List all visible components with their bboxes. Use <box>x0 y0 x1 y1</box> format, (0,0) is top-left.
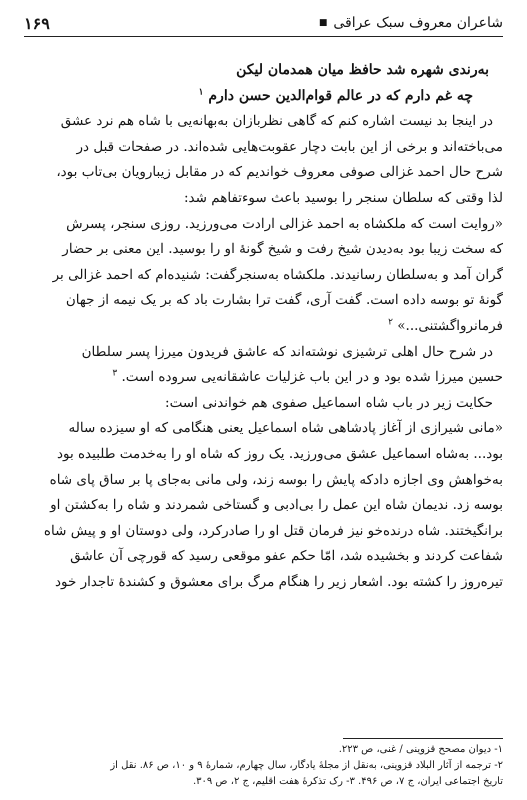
verse-line-2: چه غم دارم که در عالم قوام‌الدین حسن دارم $^۱$ <box>198 86 473 104</box>
quote-2-line-2: بود... به‌شاه اسماعیل عشق می‌ورزید. یک روز که شاه او را به‌خدمت طلبیده بود <box>56 445 503 462</box>
quote-1-line-2: که سخت زیبا بود به‌دیدن شیخ رفت و شیخ گونهٔ او را بوسید. این معنی بر حضار <box>62 241 503 258</box>
page-number: ۱۶۹ <box>24 13 50 33</box>
quote-2-line-4: بوسه زد. ندیمان شاه این عمل را بی‌ادبی و گستاخی شمردند و شاه را به‌کشتن او <box>50 497 503 514</box>
footnote-1: ۱- دیوان مصحح قزوینی / غنی، ص ۲۲۳. <box>338 744 503 755</box>
verse-line-1: به‌رندی شهره شد حافظ میان همدمان لیکن <box>236 62 489 78</box>
page-header <box>24 10 503 37</box>
quote-2-line-1: «مانی شیرازی از آغاز پادشاهی شاه اسماعیل یعنی هنگامی که او سیزده ساله <box>68 420 503 437</box>
quote-2-line-5: برانگیختند. شاه درنده‌خو نیز فرمان قتل او را صادرکرد، ولی دوستان او و پیش شاه <box>43 522 503 539</box>
footnote-marker-3: ۳ <box>112 368 118 379</box>
book-title-text: شاعران معروف سبک عراقی <box>333 15 503 31</box>
paragraph-1-line-4: لذا وقتی که سلطان سنجر را بوسید باعث سوءتفاهم شد: <box>183 189 503 206</box>
footnote-marker-2: ۲ <box>388 317 393 328</box>
footnote-divider <box>343 738 503 739</box>
paragraph-1-line-2: می‌باخته‌اند و برخی از این بابت دچار عقوبت‌هایی شده‌اند. در صفحات قبل در <box>76 138 503 155</box>
quote-1-line-4: گونهٔ تو بوسه داده است. گفت آری، گفت ترا بشارت باد که بر یک نیمه از جهان <box>65 292 503 309</box>
paragraph-1-line-3: شرح حال احمد غزالی صوفی معروف خواندیم که در مقابل زیبارویان بی‌تاب بود، <box>56 164 503 181</box>
footnotes <box>20 742 503 790</box>
quote-1-line-5: فرمانرواگشتنی...» $^۲$ <box>388 317 503 334</box>
footnote-marker-1: ۱ <box>198 86 204 97</box>
footnote-2: ۲- ترجمه از آثار البلاد قزوینی، به‌نقل از مجلهٔ یادگار، سال چهارم، شمارهٔ ۹ و ۱۰، ص ۸۶. نقل از <box>110 760 503 771</box>
paragraph-1-line-1: در اینجا بد نیست اشاره کنم که گاهی نظربازان به‌بهانه‌یی با شاه هم نرد عشق <box>60 113 493 130</box>
paragraph-3-line-1: در شرح حال اهلی ترشیزی نوشته‌اند که عاشق فریدون میرزا پسر سلطان <box>81 343 493 360</box>
quote-1-line-3: گران آمد و به‌سلطان رسانیدند. ملکشاه به‌سنجرگفت: شنیده‌ام که احمد غزالی بر <box>52 266 503 283</box>
square-ornament-icon: ■ <box>318 18 328 28</box>
running-title <box>319 15 503 31</box>
main-text <box>24 58 503 708</box>
quote-1-line-1: «روایت است که ملکشاه به احمد غزالی ارادت می‌ورزید. روزی سنجر، پسرش <box>66 215 503 232</box>
footnote-3: تاریخ اجتماعی ایران، ج ۷، ص ۴۹۶. ۳- رک تذکرهٔ هفت اقلیم، ج ۲، ص ۳۰۹. <box>192 776 503 787</box>
quote-2-line-3: به‌خواهش وی اجازه دادکه پایش را بوسه زند، ولی مانی به‌جای پا بر ساق پای شاه <box>49 471 503 488</box>
quote-2-line-6: شفاعت کردند و بخشیده شد، امّا حکم عفو موقعی رسید که قورچی آن عاشق <box>70 548 503 565</box>
paragraph-4-line-1: حکایت زیر در باب شاه اسماعیل صفوی هم خواندنی است: <box>165 394 493 411</box>
quote-2-line-7: تیره‌روز را کشته بود. اشعار زیر را هنگام مرگ برای معشوق و کشندهٔ تاجدار خود <box>54 573 503 590</box>
paragraph-3-line-2: حسین میرزا شده بود و در این باب غزلیات عاشقانه‌یی سروده است. $^۳$ <box>112 368 503 386</box>
